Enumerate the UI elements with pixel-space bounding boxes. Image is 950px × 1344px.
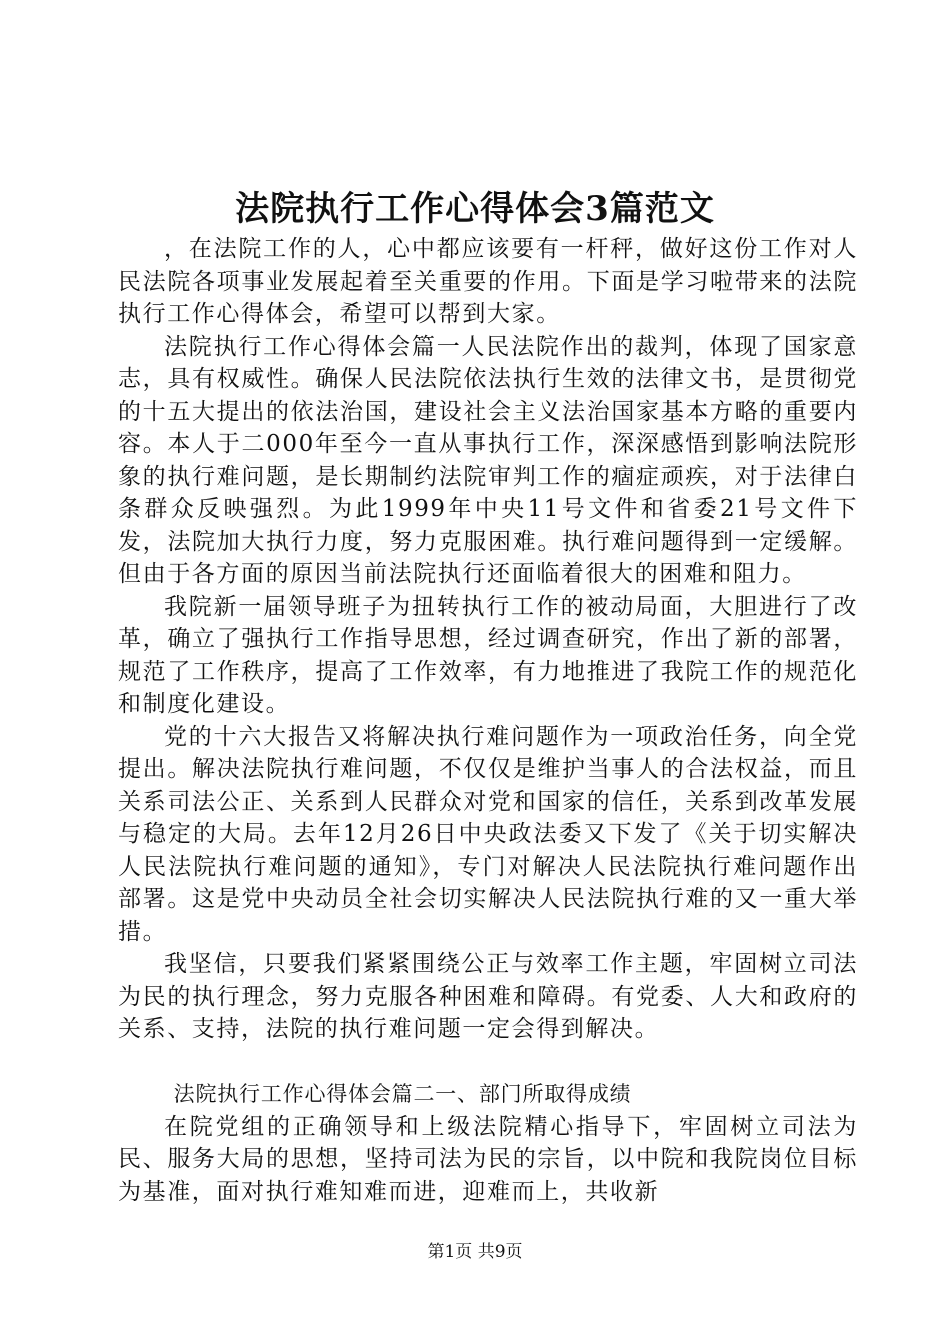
paragraph-conclusion: 我坚信，只要我们紧紧围绕公正与效率工作主题，牢固树立司法为民的执行理念，努力克服各种困难和障碍。有党委、人大和政府的关系、支持，法院的执行难问题一定会得到解决。 xyxy=(118,951,858,1042)
section-two-heading: 法院执行工作心得体会篇二一、部门所取得成绩 xyxy=(173,1082,632,1106)
paragraph-section-two: 在院党组的正确领导和上级法院精心指导下，牢固树立司法为民、服务大局的思想，坚持司法为民的宗旨，以中院和我院岗位目标为基准，面对执行难知难而进，迎难而上，共收新 xyxy=(118,1113,858,1205)
paragraph-reform: 我院新一届领导班子为扭转执行工作的被动局面，大胆进行了改革，确立了强执行工作指导思想，经过调查研究，作出了新的部署，规范了工作秩序，提高了工作效率，有力地推进了我院工作的规范化和制度化建设。 xyxy=(118,593,858,717)
paragraph-intro: ，在法院工作的人，心中都应该要有一杆秤，做好这份工作对人民法院各项事业发展起着至关重要的作用。下面是学习啦带来的法院执行工作心得体会，希望可以帮到大家。 xyxy=(118,236,858,327)
document-title: 法院执行工作心得体会3篇范文 xyxy=(235,189,715,229)
document-body xyxy=(118,233,858,1208)
paragraph-part-one: 法院执行工作心得体会篇一人民法院作出的裁判，体现了国家意志，具有权威性。确保人民法院依法执行生效的法律文书，是贯彻党的十五大提出的依法治国，建设社会主义法治国家基本方略的重要内容。本人于二000年至今一直从事执行工作，深深感悟到影响法院形象的执行难问题，是长期制约法院审判工作的痼症顽疾，对于法律白条群众反映强烈。为此1999年中央11号文件和省委21号文件下发，法院加大执行力度，努力克服困难。执行难问题得到一定缓解。但由于各方面的原因当前法院执行还面临着很大的困难和阻力。 xyxy=(118,333,858,587)
paragraph-party-congress: 党的十六大报告又将解决执行难问题作为一项政治任务，向全党提出。解决法院执行难问题，不仅仅是维护当事人的合法权益，而且关系司法公正、关系到人民群众对党和国家的信任，关系到改革发展与稳定的大局。去年12月26日中央政法委又下发了《关于切实解决人民法院执行难问题的通知》，专门对解决人民法院执行难问题作出部署。这是党中央动员全社会切实解决人民法院执行难的又一重大举措。 xyxy=(118,723,858,945)
page-number-footer: 第1页 共9页 xyxy=(427,1242,523,1262)
